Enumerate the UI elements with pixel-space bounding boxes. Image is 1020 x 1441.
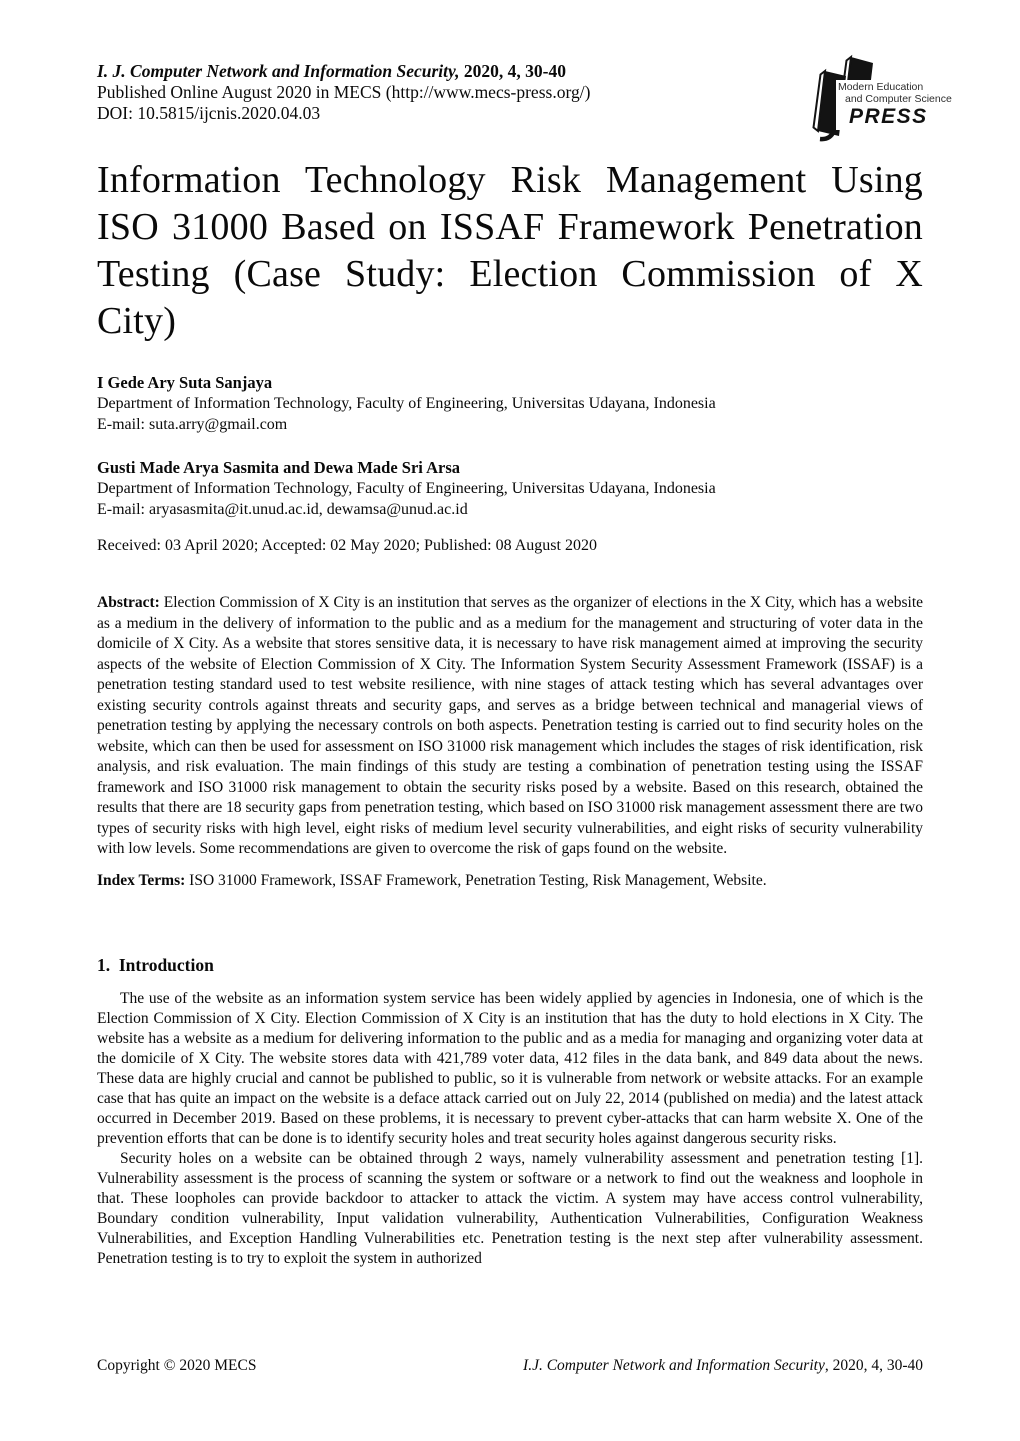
section-heading-introduction: 1. Introduction	[97, 954, 214, 975]
author-name: Gusti Made Arya Sasmita and Dewa Made Sri Arsa	[97, 458, 460, 477]
page-footer	[97, 1356, 923, 1376]
journal-header	[97, 61, 923, 124]
author-affiliation: Department of Information Technology, Faculty of Engineering, Universitas Udayana, Indonesia	[97, 395, 716, 412]
author-block-2	[97, 457, 923, 520]
index-terms-text: ISO 31000 Framework, ISSAF Framework, Penetration Testing, Risk Management, Website.	[189, 871, 767, 889]
abstract-label: Abstract:	[97, 594, 160, 611]
paper-content	[97, 0, 923, 1269]
received-accepted-published-line: Received: 03 April 2020; Accepted: 02 May 2020; Published: 08 August 2020	[97, 537, 597, 554]
journal-issue-info: 2020, 4, 30-40	[459, 61, 566, 81]
author-email: E-mail: suta.arry@gmail.com	[97, 416, 288, 433]
introduction-paragraph-1: The use of the website as an information system service has been widely applied by agencies in Indonesia, one of which is the Election Commission of X City. Election Commission of X City is an institution that has the duty to hold elections in X City. The website has a website as a medium for delivering information to the public and as a media for managing and organizing voter data at the domicile of X City. The website stores data with 421,789 voter data, 412 files in the data bank, and 849 data about the news. These data are highly crucial and cannot be published to public, so it is vulnerable from network or website attacks. For an example case that has quite an impact on the website is a deface attack carried out on July 22, 2014 (published on media) and the latest attack occurred in December 2019. Based on these problems, it is necessary to prevent cyber-attacks that can harm website X. One of the prevention efforts that can be done is to identify security holes and treat security holes against dangerous security risks.	[97, 989, 923, 1147]
footer-copyright: Copyright © 2020 MECS	[97, 1357, 257, 1374]
abstract-paragraph	[97, 593, 923, 860]
logo-name-line2: and Computer Science	[845, 93, 952, 105]
logo-press-label: PRESS	[849, 105, 928, 128]
index-terms-label: Index Terms:	[97, 871, 186, 889]
footer-journal-ref	[523, 1356, 923, 1376]
author-name: I Gede Ary Suta Sanjaya	[97, 373, 273, 392]
doi-line: DOI: 10.5815/ijcnis.2020.04.03	[97, 103, 321, 123]
footer-issue-info: , 2020, 4, 30-40	[824, 1357, 923, 1374]
footer-journal-name: I.J. Computer Network and Information Security	[523, 1357, 825, 1374]
paper-title: Information Technology Risk Management Using ISO 31000 Based on ISSAF Framework Penetration Testing (Case Study: Election Commission of X City)	[97, 159, 923, 342]
index-terms-paragraph	[97, 870, 923, 891]
introduction-paragraph-2: Security holes on a website can be obtained through 2 ways, namely vulnerability assessment and penetration testing [1]. Vulnerability assessment is the process of scanning the system or software or a network to find out the weakness and loophole in that. These loopholes can provide backdoor to attacker to attack the victim. A system may have access control vulnerability, Boundary condition vulnerability, Input validation vulnerability, Authentication Vulnerabilities, Configuration Weakness Vulnerabilities, and Exception Handling Vulnerabilities etc. Penetration testing is the next step after vulnerability assessment. Penetration testing is to try to exploit the system in authorized	[97, 1149, 923, 1267]
published-online-line: Published Online August 2020 in MECS (http://www.mecs-press.org/)	[97, 82, 591, 102]
author-block-1	[97, 372, 923, 435]
journal-name: I. J. Computer Network and Information Security,	[97, 61, 460, 81]
author-email: E-mail: aryasasmita@it.unud.ac.id, dewamsa@unud.ac.id	[97, 501, 468, 518]
logo-name-line1: Modern Education	[838, 81, 924, 93]
abstract-text: Election Commission of X City is an institution that serves as the organizer of elections in the X City, which has a website as a medium in the delivery of information to the public and as a medium for the management and structuring of voter data in the domicile of X City. As a website that stores sensitive data, it is necessary to have risk management aimed at improving the security aspects of the website of Election Commission of X City. The Information System Security Assessment Framework (ISSAF) is a penetration testing standard used to test website resilience, with nine stages of attack testing which has several advantages over existing security controls against threats and security gaps, and serves as a bridge between technical and managerial views of penetration testing by applying the necessary controls on both aspects. Penetration testing is carried out to find security holes on the website, which can then be used for assessment on ISO 31000 risk management which includes the stages of risk identification, risk analysis, and risk evaluation. The main findings of this study are testing a combination of penetration testing using the ISSAF framework and ISO 31000 risk management to obtain the security risks posed by a website. Based on this research, obtained the results that there are 18 security gaps from penetration testing, which based on ISO 31000 risk management assessment there are two types of security risks with high level, eight risks of medium level security vulnerabilities, and eight risks of security vulnerability with low levels. Some recommendations are given to overcome the risk of gaps found on the website.	[97, 594, 924, 857]
journal-citation-line	[97, 61, 923, 82]
author-affiliation: Department of Information Technology, Faculty of Engineering, Universitas Udayana, Indonesia	[97, 480, 716, 497]
